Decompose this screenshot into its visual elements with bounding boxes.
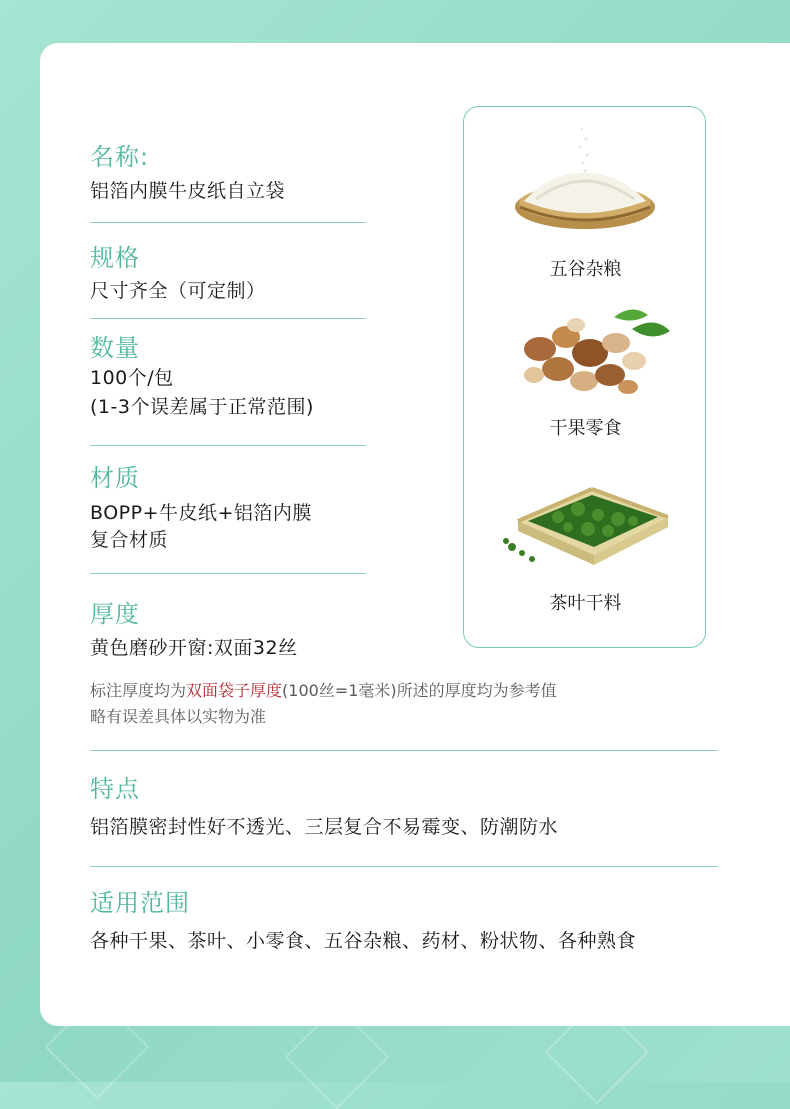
thickness-note-line2: 略有误差具体以实物为准	[90, 707, 267, 726]
divider	[90, 573, 366, 574]
thickness-heading: 厚度	[90, 600, 140, 628]
name-value: 铝箔内膜牛皮纸自立袋	[90, 180, 286, 202]
divider	[90, 866, 718, 867]
tea-leaves-tray-icon	[498, 473, 678, 583]
example-caption-grains: 五谷杂粮	[549, 259, 622, 280]
name-heading: 名称:	[90, 143, 150, 171]
divider	[90, 318, 366, 319]
thickness-note	[90, 678, 730, 703]
usage-heading: 适用范围	[90, 889, 190, 917]
example-caption-tea: 茶叶干料	[549, 593, 622, 614]
material-heading: 材质	[90, 464, 140, 492]
mixed-nuts-icon	[514, 303, 674, 403]
features-heading: 特点	[90, 775, 140, 803]
divider	[90, 445, 366, 446]
rice-basket-icon	[512, 121, 658, 233]
thickness-value: 黄色磨砂开窗:双面32丝	[90, 637, 298, 659]
divider	[90, 750, 718, 751]
thickness-note-highlight: 双面袋子厚度	[186, 681, 283, 700]
material-line2: 复合材质	[90, 529, 169, 551]
quantity-line2: (1-3个误差属于正常范围)	[90, 396, 314, 418]
thickness-note-prefix: 标注厚度均为	[90, 681, 187, 700]
spec-value: 尺寸齐全（可定制）	[90, 280, 266, 302]
usage-value: 各种干果、茶叶、小零食、五谷杂粮、药材、粉状物、各种熟食	[90, 930, 637, 952]
quantity-line1: 100个/包	[90, 367, 174, 389]
features-value: 铝箔膜密封性好不透光、三层复合不易霉变、防潮防水	[90, 816, 559, 838]
material-line1: BOPP+牛皮纸+铝箔内膜	[90, 502, 312, 524]
thickness-note-suffix: (100丝=1毫米)所述的厚度均为参考值	[282, 681, 557, 700]
divider	[90, 222, 366, 223]
spec-heading: 规格	[90, 244, 140, 272]
example-caption-nuts: 干果零食	[549, 418, 622, 439]
quantity-heading: 数量	[90, 334, 140, 362]
usage-examples-panel	[463, 106, 706, 648]
